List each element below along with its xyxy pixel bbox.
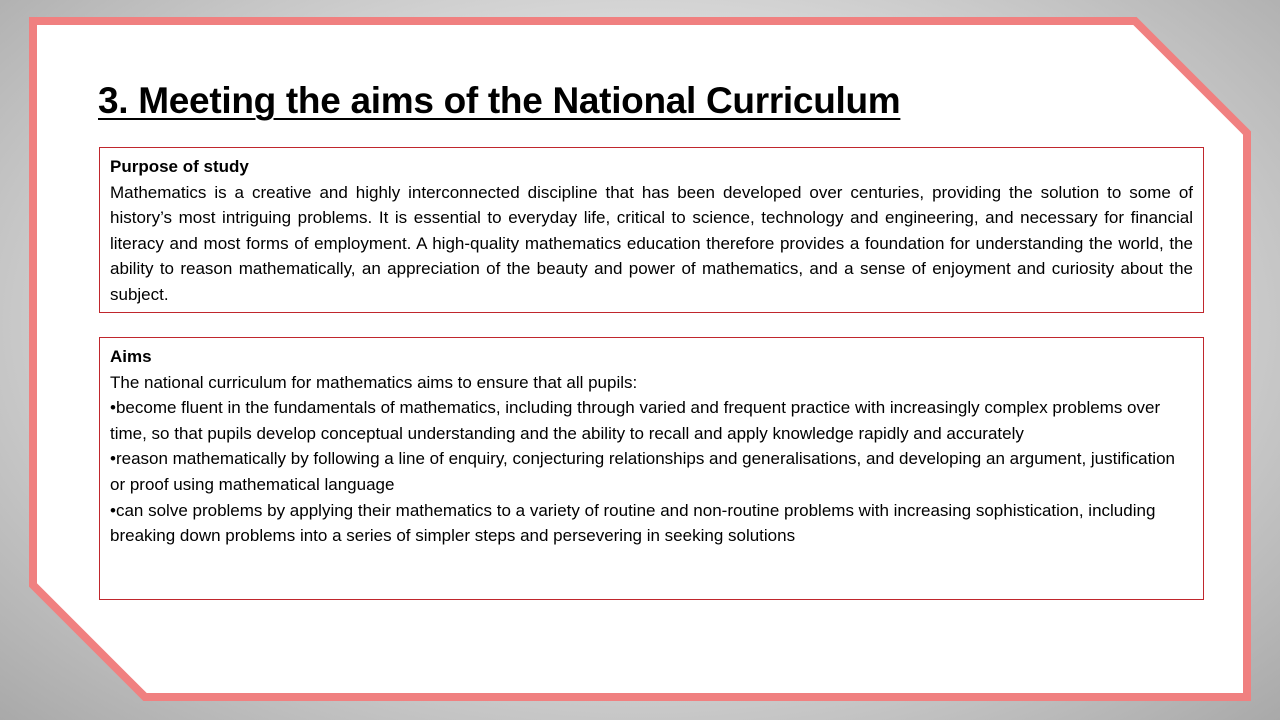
- purpose-body: Mathematics is a creative and highly interconnected discipline that has been developed over centuries, providing the solution to some of history’s most intriguing problems. It is essential to everyday life, critical to science, technology and engineering, and necessary for financial literacy and most forms of employment. A high-quality mathematics education therefore provides a foundation for understanding the world, the ability to reason mathematically, an appreciation of the beauty and power of mathematics, and a sense of enjoyment and curiosity about the subject.: [110, 182, 1193, 304]
- aims-item-fluent: •become fluent in the fundamentals of mathematics, including through varied and frequent practice with increasingly complex problems over time, so that pupils develop conceptual understanding and the ability to recall and apply knowledge rapidly and accurately: [110, 398, 1161, 443]
- slide-title: 3. Meeting the aims of the National Curriculum: [98, 80, 901, 121]
- aims-heading: Aims: [110, 347, 152, 366]
- aims-box: [99, 337, 1204, 600]
- purpose-of-study-box: [99, 147, 1204, 313]
- aims-intro: The national curriculum for mathematics aims to ensure that all pupils:: [110, 372, 638, 392]
- aims-item-solve-problems: •can solve problems by applying their mathematics to a variety of routine and non-routine problems with increasing sophistication, including breaking down problems into a series of simpler steps and persevering in seeking solutions: [110, 500, 1156, 546]
- aims-item-reason: •reason mathematically by following a line of enquiry, conjecturing relationships and generalisations, and developing an argument, justification or proof using mathematical language: [110, 449, 1175, 494]
- purpose-heading: Purpose of study: [110, 157, 249, 176]
